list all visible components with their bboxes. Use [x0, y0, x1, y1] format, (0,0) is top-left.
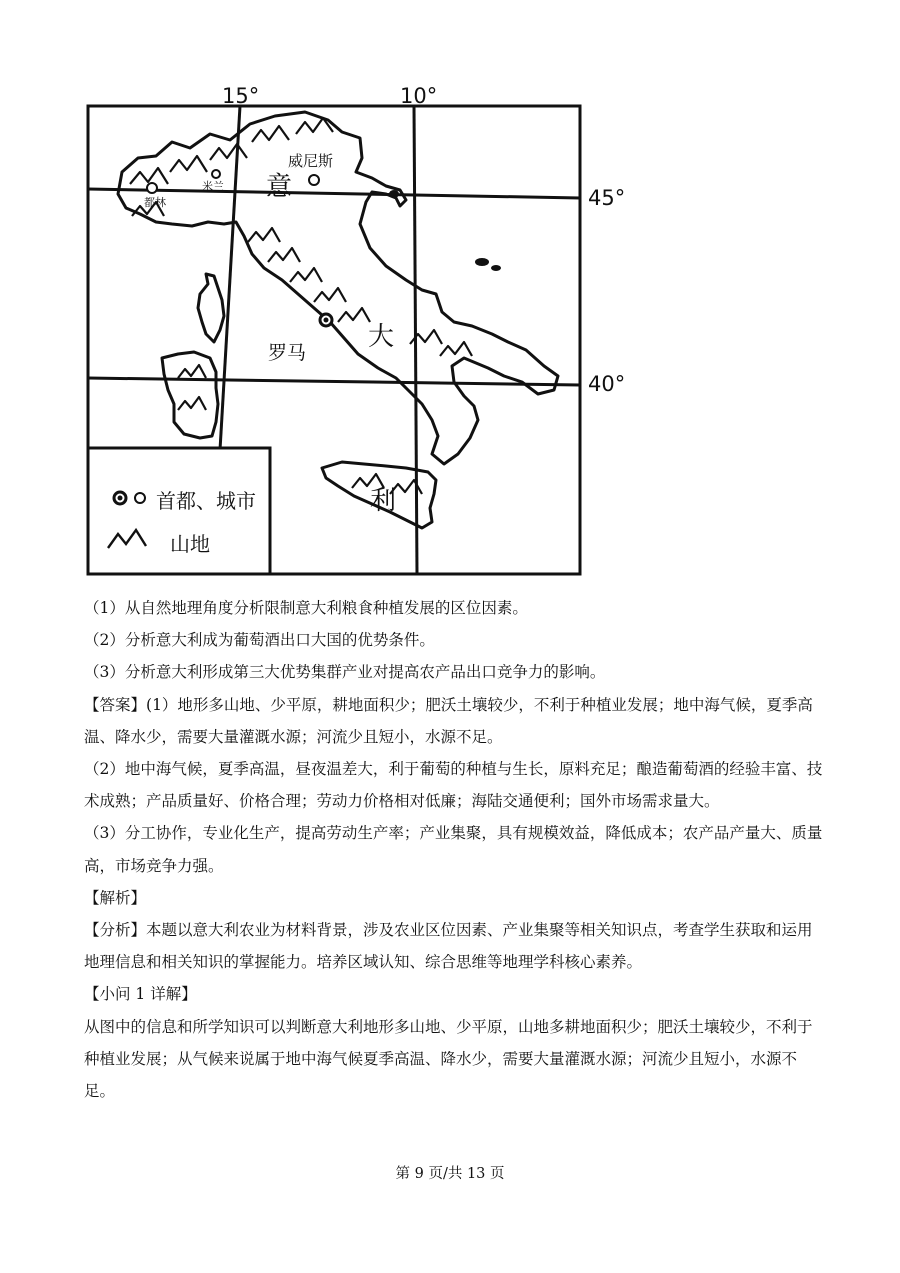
legend-city-symbol	[135, 493, 145, 503]
country-char-1: 意	[266, 172, 293, 202]
question-1: （1）从自然地理角度分析限制意大利粮食种植发展的区位因素。	[84, 599, 528, 617]
lat-label-40: 40°	[588, 372, 626, 396]
island	[475, 258, 489, 266]
milan-marker	[212, 170, 220, 178]
meridian-15	[220, 106, 240, 450]
sub-question-1-detail: 从图中的信息和所学知识可以判断意大利地形多山地、少平原，山地多耕地面积少；肥沃土壤较少，不利于种植业发展；从气候来说属于地中海气候夏季高温、降水少，需要大量灌溉水源；河流少且短小，水源不足。	[84, 1017, 813, 1101]
corsica-coastline	[198, 274, 224, 342]
analysis-fenxi: 【分析】本题以意大利农业为材料背景，涉及农业区位因素、产业集聚等相关知识点，考查学生获取和运用地理信息和相关知识的掌握能力。培养区域认知、综合思维等地理学科核心素养。	[84, 921, 813, 972]
milan-label: 米兰	[202, 180, 224, 193]
question-text-body	[84, 592, 824, 1107]
rome-marker-dot	[324, 318, 329, 323]
country-char-2: 大	[368, 322, 395, 352]
island	[389, 190, 399, 198]
turin-label: 都林	[144, 196, 166, 209]
answer-3: （3）分工协作，专业化生产，提高劳动生产率；产业集聚，具有规模效益，降低成本；农产品产量大、质量高，市场竞争力强。	[84, 824, 823, 875]
lon-label-10: 10°	[400, 84, 438, 108]
answer-1: 【答案】(1）地形多山地、少平原，耕地面积少；肥沃土壤较少，不利于种植业发展；地中海气候，夏季高温、降水少，需要大量灌溉水源；河流少且短小，水源不足。	[84, 695, 813, 746]
question-2: （2）分析意大利成为葡萄酒出口大国的优势条件。	[84, 631, 435, 650]
mountain-symbols	[130, 118, 472, 494]
question-3: （3）分析意大利形成第三大优势集群产业对提高农产品出口竞争力的影响。	[84, 663, 606, 682]
legend-city-label: 首都、城市	[156, 489, 256, 513]
answer-2: （2）地中海气候，夏季高温，昼夜温差大，利于葡萄的种植与生长，原料充足；酿造葡萄酒的经验丰富、技术成熟；产品质量好、价格合理；劳动力价格相对低廉；海陆交通便利；国外市场需求量大。	[84, 760, 823, 811]
page-footer: 第 9 页/共 13 页	[395, 1166, 505, 1182]
lat-label-45: 45°	[588, 186, 626, 210]
rome-label: 罗马	[268, 342, 307, 364]
venice-label: 威尼斯	[288, 152, 334, 170]
legend-mountain-label: 山地	[170, 532, 210, 556]
answer-label: 【答案】	[84, 695, 147, 714]
fenxi-label: 【分析】	[84, 921, 147, 940]
parallel-40	[88, 378, 580, 385]
island	[491, 265, 501, 271]
lon-label-15: 15°	[222, 84, 260, 108]
venice-marker	[309, 175, 319, 185]
turin-marker	[147, 183, 157, 193]
country-char-3: 利	[370, 486, 397, 516]
sub-question-1-label: 【小问 1 详解】	[84, 985, 197, 1004]
sardinia-coastline	[162, 352, 218, 438]
analysis-label: 【解析】	[84, 888, 147, 907]
